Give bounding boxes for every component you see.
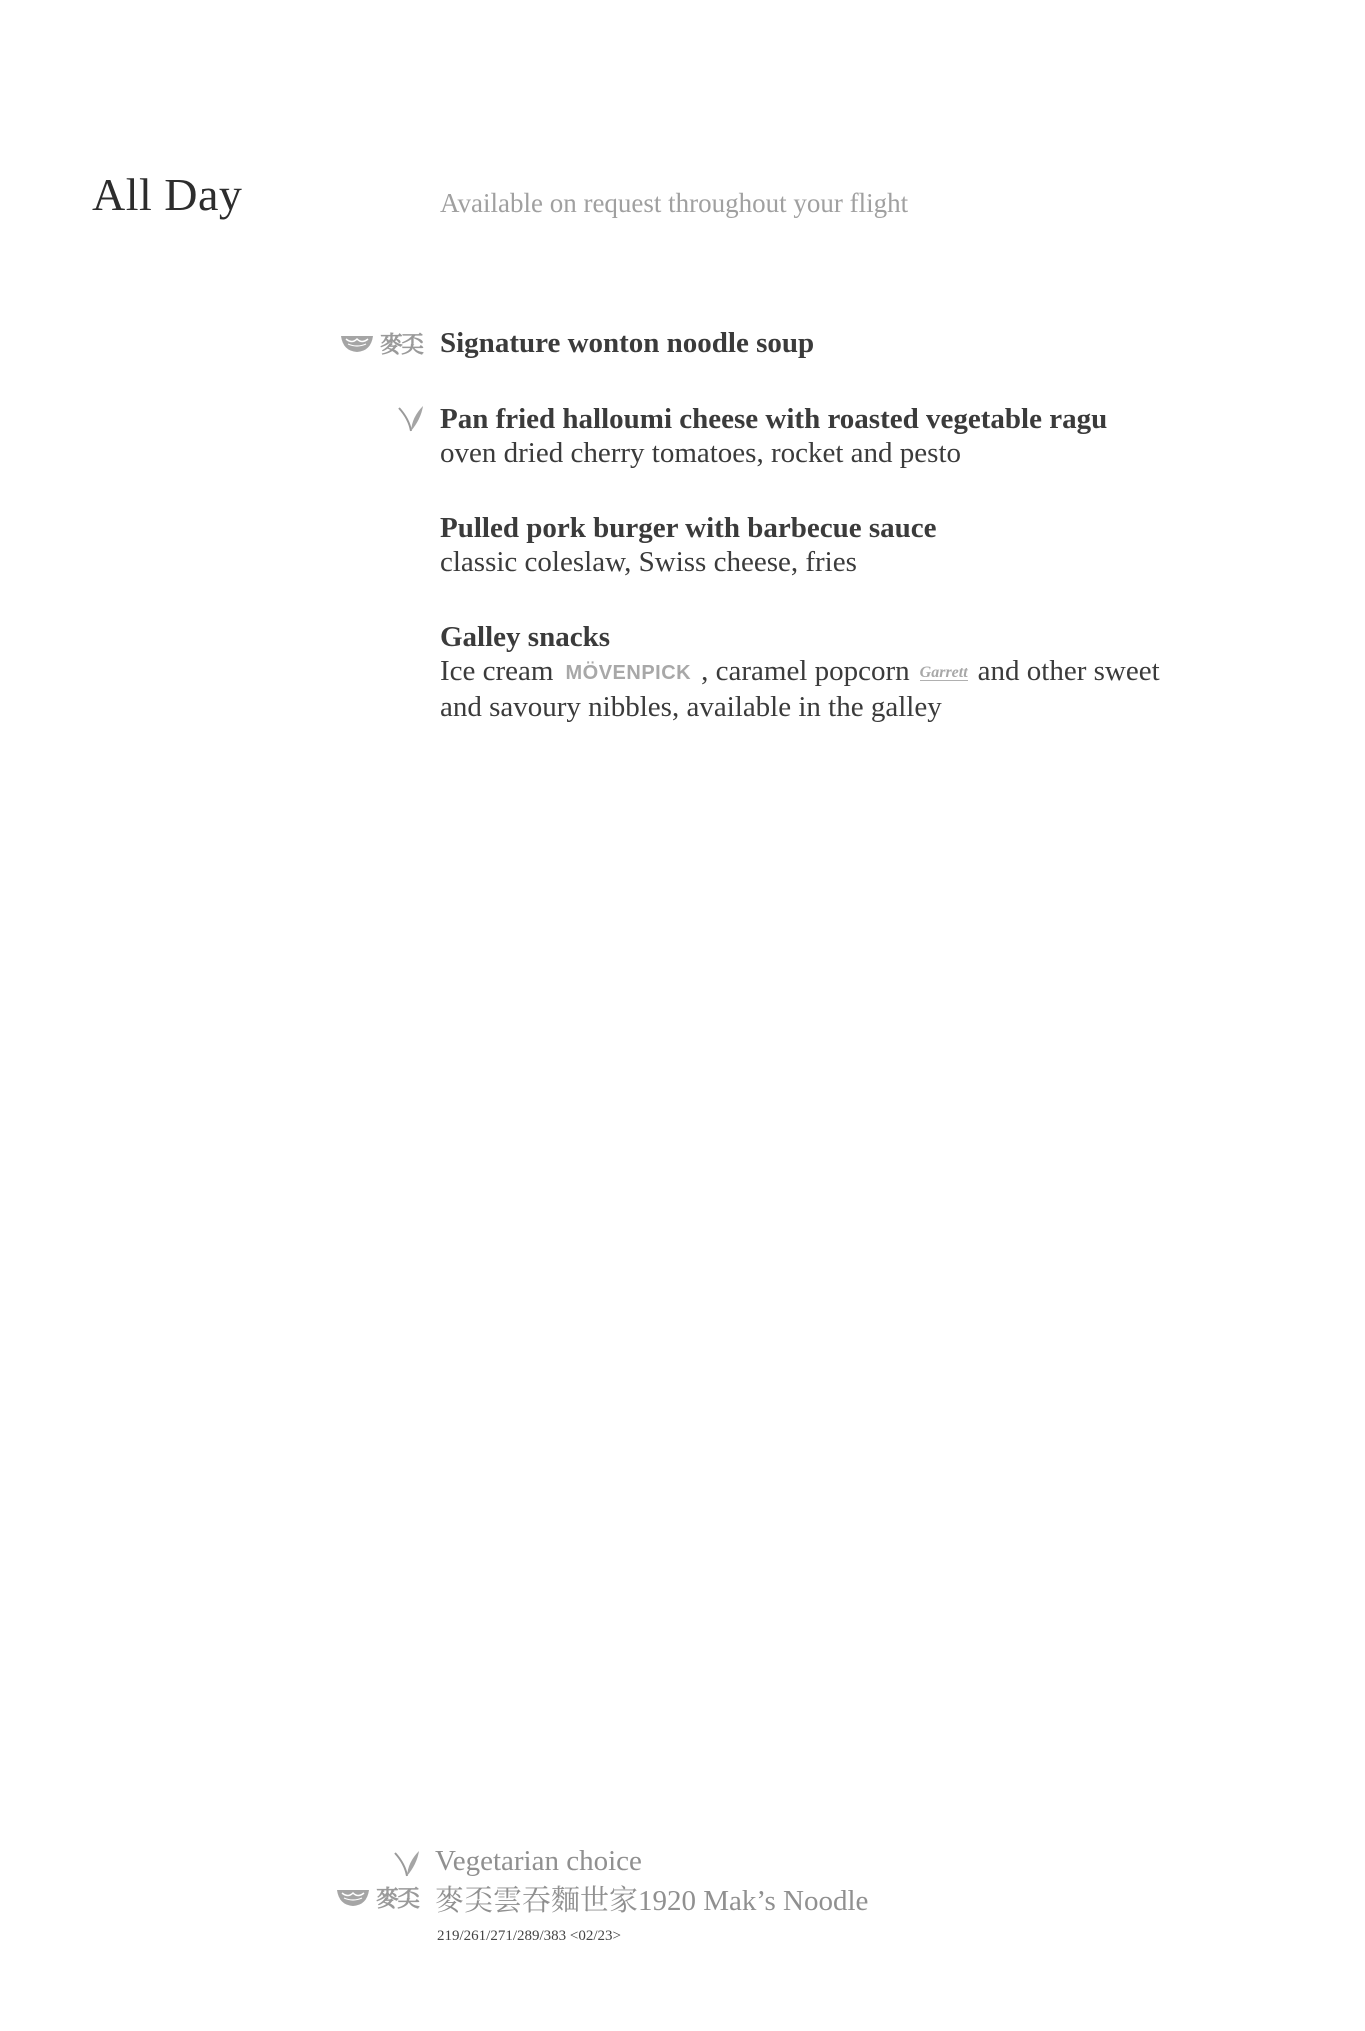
menu-item (440, 326, 814, 360)
maks-noodle-glyphs: 麥奀 (376, 1885, 418, 1912)
maks-noodle-logo-icon (336, 1880, 418, 1913)
legend-maks-noodle: 麥奀雲吞麵世家1920 Mak’s Noodle (435, 1885, 869, 1917)
noodle-bowl-icon (340, 332, 374, 354)
desc-text: , caramel popcorn (701, 655, 910, 687)
page-subtitle: Available on request throughout your flight (440, 188, 909, 218)
item-description: classic coleslaw, Swiss cheese, fries (440, 546, 857, 578)
vegetarian-leaf-icon (396, 403, 426, 433)
legend-vegetarian: Vegetarian choice (435, 1845, 642, 1877)
maks-noodle-glyphs: 麥奀 (380, 331, 422, 358)
item-name: Pan fried halloumi cheese with roasted vegetable ragu (440, 403, 1108, 435)
garrett-logo: Garrett (919, 663, 968, 681)
item-name: Pulled pork burger with barbecue sauce (440, 512, 937, 544)
item-description: and savoury nibbles, available in the galley (440, 691, 942, 724)
menu-item (440, 620, 1160, 724)
menu-item (440, 402, 1107, 470)
item-name: Galley snacks (440, 621, 610, 653)
footer-code: 219/261/271/289/383 <02/23> (437, 1928, 622, 1944)
desc-text: and other sweet (977, 655, 1160, 687)
item-description: oven dried cherry tomatoes, rocket and pesto (440, 437, 962, 469)
vegetarian-leaf-icon (392, 1848, 422, 1878)
item-name: Signature wonton noodle soup (440, 327, 815, 359)
menu-item (440, 511, 937, 579)
movenpick-logo: MÖVENPICK (565, 662, 692, 685)
noodle-bowl-icon (336, 1886, 370, 1908)
page-title: All Day (92, 169, 243, 220)
item-description (440, 654, 1160, 690)
maks-noodle-logo-icon (340, 326, 422, 359)
desc-text: Ice cream (440, 655, 554, 687)
